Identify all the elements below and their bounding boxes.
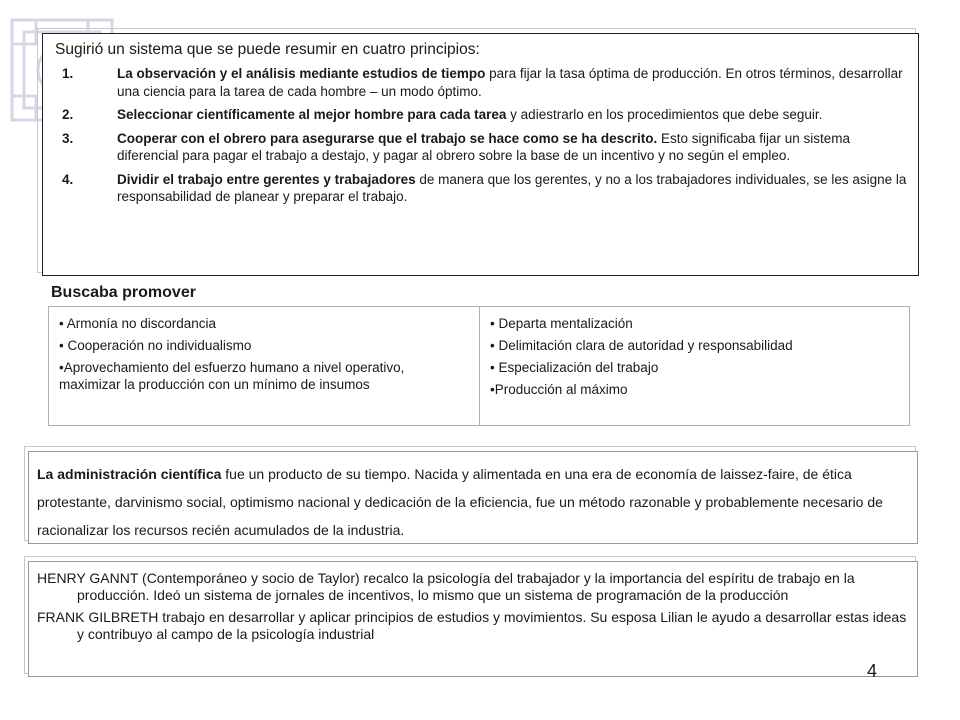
principles-intro: Sugirió un sistema que se puede resumir en cuatro principios: (55, 41, 480, 58)
principle-item (53, 65, 908, 100)
principle-text: y adiestrarlo en los procedimientos que debe seguir. (506, 107, 823, 122)
principle-number: 3. (62, 130, 74, 146)
principle-item (53, 171, 908, 206)
promote-item: •Producción al máximo (490, 382, 628, 397)
principle-number: 1. (62, 66, 74, 81)
promote-left-column (49, 307, 479, 425)
page-number: 4 (867, 661, 878, 681)
people-box (28, 561, 918, 677)
science-text: fue un producto de su tiempo. Nacida y alimentada en una era de economía de laissez-faire, de ética protestante, darvinismo social, optimismo nacional y dedicación de la eficiencia, fue un método razonable y probablemente necesario de racionalizar los recursos recién acumulados de la industria. (37, 466, 883, 538)
promote-item: • Especialización del trabajo (490, 360, 659, 375)
promote-item: • Armonía no discordancia (59, 316, 217, 331)
principle-text: para fijar la tasa óptima de producción. En otros términos, desarrollar una ciencia para la tarea de cada hombre – un modo óptimo. (117, 66, 903, 99)
principle-title: Dividir el trabajo entre gerentes y trabajadores (117, 171, 416, 187)
promote-item: • Cooperación no individualismo (59, 338, 252, 353)
promote-right-column (479, 307, 909, 425)
promote-item: •Aprovechamiento del esfuerzo humano a nivel operativo, maximizar la producción con un mínimo de insumos (59, 360, 405, 392)
principle-item (53, 106, 908, 124)
principles-box (42, 33, 919, 276)
principles-list (53, 65, 908, 206)
principle-number: 2. (62, 107, 74, 122)
promote-title: Buscaba promover (51, 284, 196, 301)
principle-text: Esto significaba fijar un sistema diferencial para pagar el trabajo a destajo, y pagar al obrero sobre la base de un incentivo y no según el empleo. (117, 130, 851, 163)
promote-item: • Departa mentalización (490, 316, 633, 331)
person-gilbreth: FRANK GILBRETH trabajo en desarrollar y aplicar principios de estudios y movimientos. Su esposa Lilian le ayudo a desarrollar estas ideas y contribuyo al campo de la psicología industrial (37, 609, 907, 642)
science-box (28, 451, 918, 544)
person-gantt: HENRY GANNT (Contemporáneo y socio de Taylor) recalco la psicología del trabajador y la importancia del espíritu de trabajo en la producción. Ideó un sistema de jornales de incentivos, lo mismo que un sistema de programación de la producción (37, 570, 855, 603)
principle-number: 4. (62, 171, 74, 187)
principle-title: Seleccionar científicamente al mejor hombre para cada tarea (117, 107, 507, 122)
principle-item (53, 130, 908, 165)
promote-item: • Delimitación clara de autoridad y responsabilidad (490, 338, 793, 353)
principle-text: de manera que los gerentes, y no a los trabajadores individuales, se les asigne la responsabilidad de planear y preparar el trabajo. (117, 171, 907, 204)
science-term: La administración científica (37, 466, 222, 482)
promote-table (48, 306, 910, 426)
principle-title: La observación y el análisis mediante estudios de tiempo (117, 66, 486, 81)
principle-title: Cooperar con el obrero para asegurarse que el trabajo se hace como se ha descrito. (117, 130, 658, 146)
